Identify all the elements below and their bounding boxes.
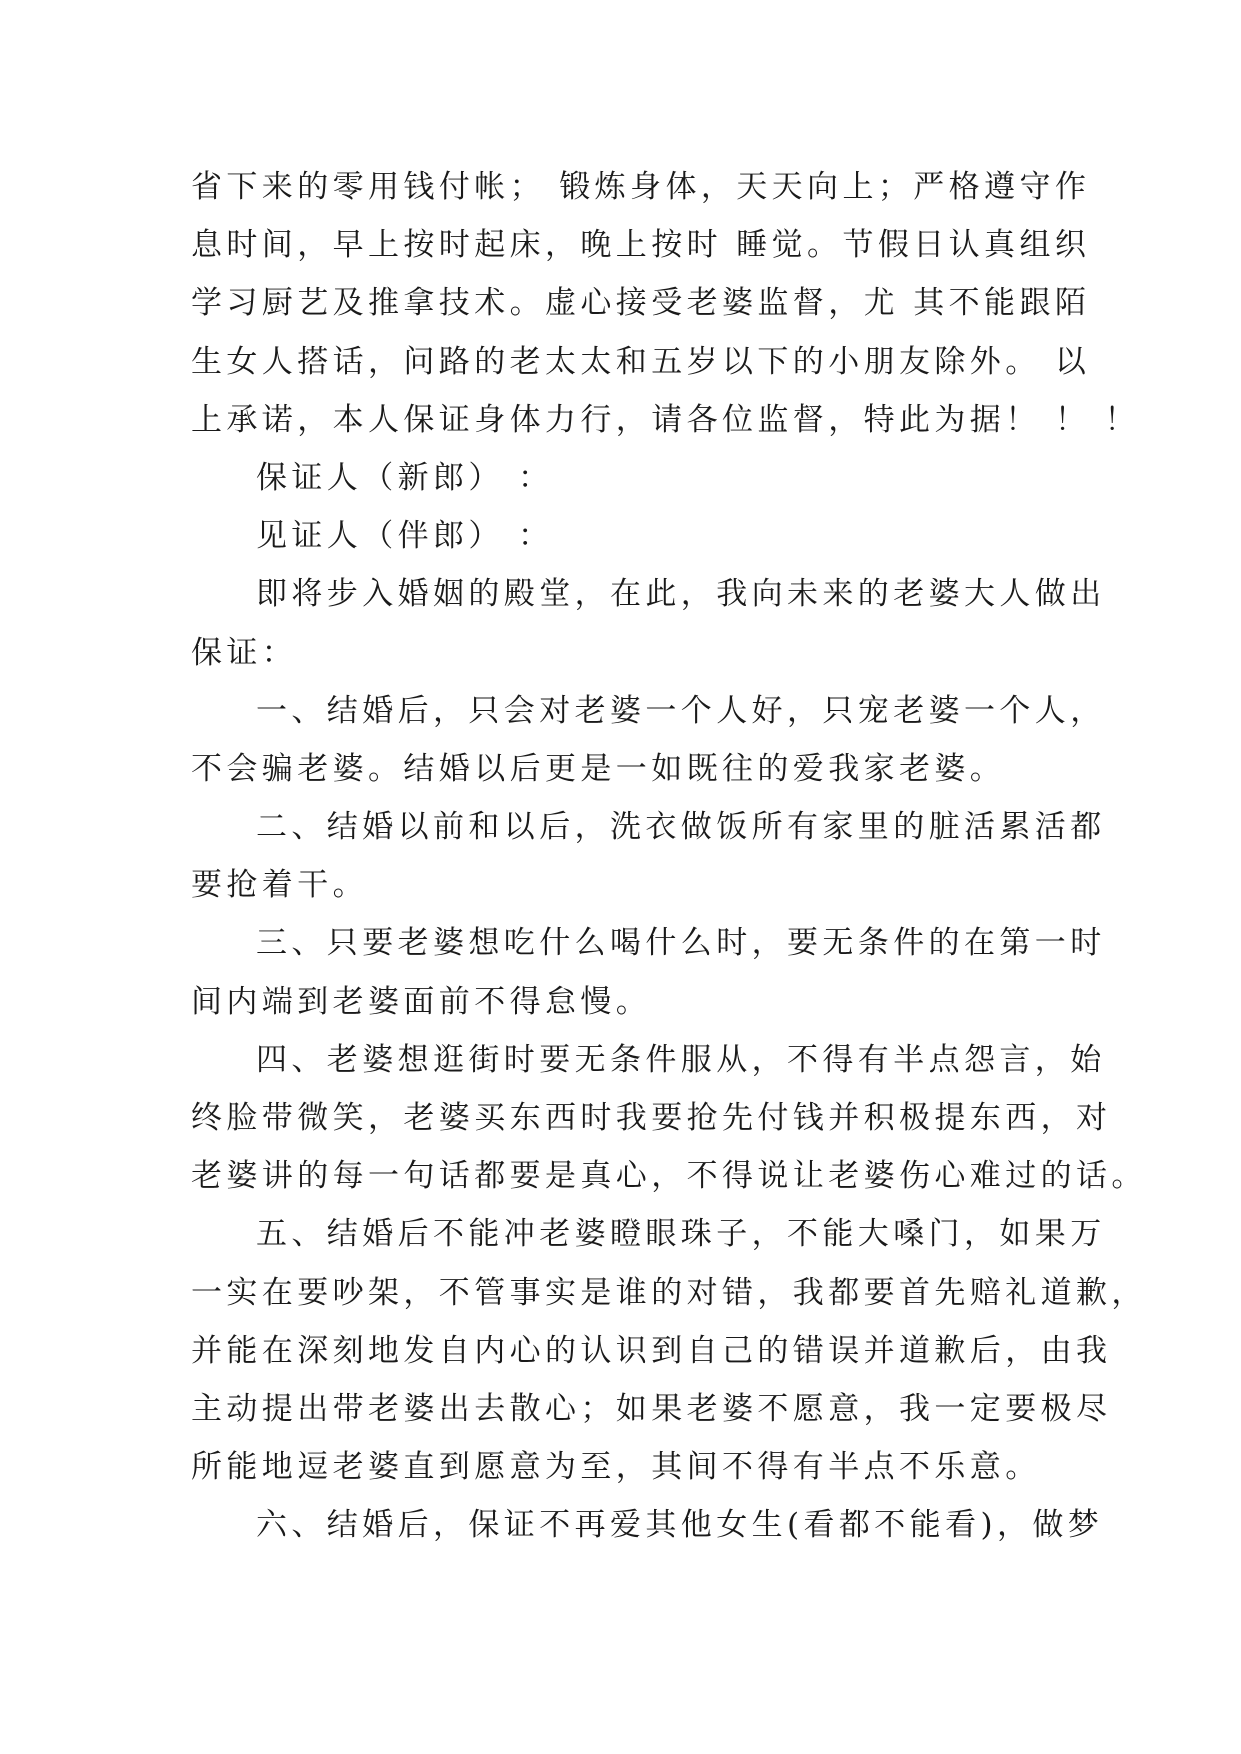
text-line: 老婆讲的每一句话都要是真心，不得说让老婆伤心难过的话。 bbox=[191, 1158, 1147, 1195]
text-line: 五、结婚后不能冲老婆瞪眼珠子，不能大嗓门，如果万 bbox=[256, 1216, 1106, 1253]
text-line: 终脸带微笑，老婆买东西时我要抢先付钱并积极提东西，对 bbox=[191, 1100, 1112, 1136]
text-line: 一、结婚后，只会对老婆一个人好，只宠老婆一个人， bbox=[256, 692, 1106, 729]
text-line: 保证： bbox=[191, 634, 298, 671]
text-line: 主动提出带老婆出去散心；如果老婆不愿意，我一定要极尽 bbox=[191, 1390, 1112, 1427]
text-line: 生女人搭话，问路的老太太和五岁以下的小朋友除外。 以 bbox=[191, 343, 1091, 380]
text-line: 息时间，早上按时起床，晚上按时 睡觉。节假日认真组织 bbox=[191, 227, 1091, 264]
text-line: 不会骗老婆。结婚以后更是一如既往的爱我家老婆。 bbox=[191, 750, 1006, 787]
text-line: 并能在深刻地发自内心的认识到自己的错误并道歉后，由我 bbox=[191, 1332, 1112, 1369]
text-line: 六、结婚后，保证不再爱其他女生(看都不能看)，做梦 bbox=[256, 1507, 1104, 1544]
text-line: 间内端到老婆面前不得怠慢。 bbox=[191, 983, 652, 1020]
text-line: 四、老婆想逛街时要无条件服从，不得有半点怨言，始 bbox=[256, 1041, 1106, 1078]
text-line: 三、只要老婆想吃什么喝什么时，要无条件的在第一时 bbox=[256, 925, 1106, 962]
text-line: 上承诺，本人保证身体力行，请各位监督，特此为据！ ！ ！ bbox=[191, 401, 1140, 438]
text-line: 二、结婚以前和以后，洗衣做饭所有家里的脏活累活都 bbox=[256, 809, 1106, 846]
text-line: 要抢着干。 bbox=[191, 867, 368, 904]
witness-signature-line: 见证人（伴郎） ： bbox=[256, 518, 554, 555]
text-line: 即将步入婚姻的殿堂，在此，我向未来的老婆大人做出 bbox=[256, 576, 1106, 613]
text-line: 省下来的零用钱付帐； 锻炼身体，天天向上；严格遵守作 bbox=[191, 169, 1091, 205]
text-line: 学习厨艺及推拿技术。虚心接受老婆监督，尤 其不能跟陌 bbox=[191, 285, 1091, 322]
text-line: 所能地逗老婆直到愿意为至，其间不得有半点不乐意。 bbox=[191, 1449, 1041, 1486]
guarantor-signature-line: 保证人（新郎） ： bbox=[256, 459, 554, 496]
text-line: 一实在要吵架，不管事实是谁的对错，我都要首先赔礼道歉， bbox=[191, 1274, 1147, 1311]
document-body bbox=[191, 158, 1147, 1555]
